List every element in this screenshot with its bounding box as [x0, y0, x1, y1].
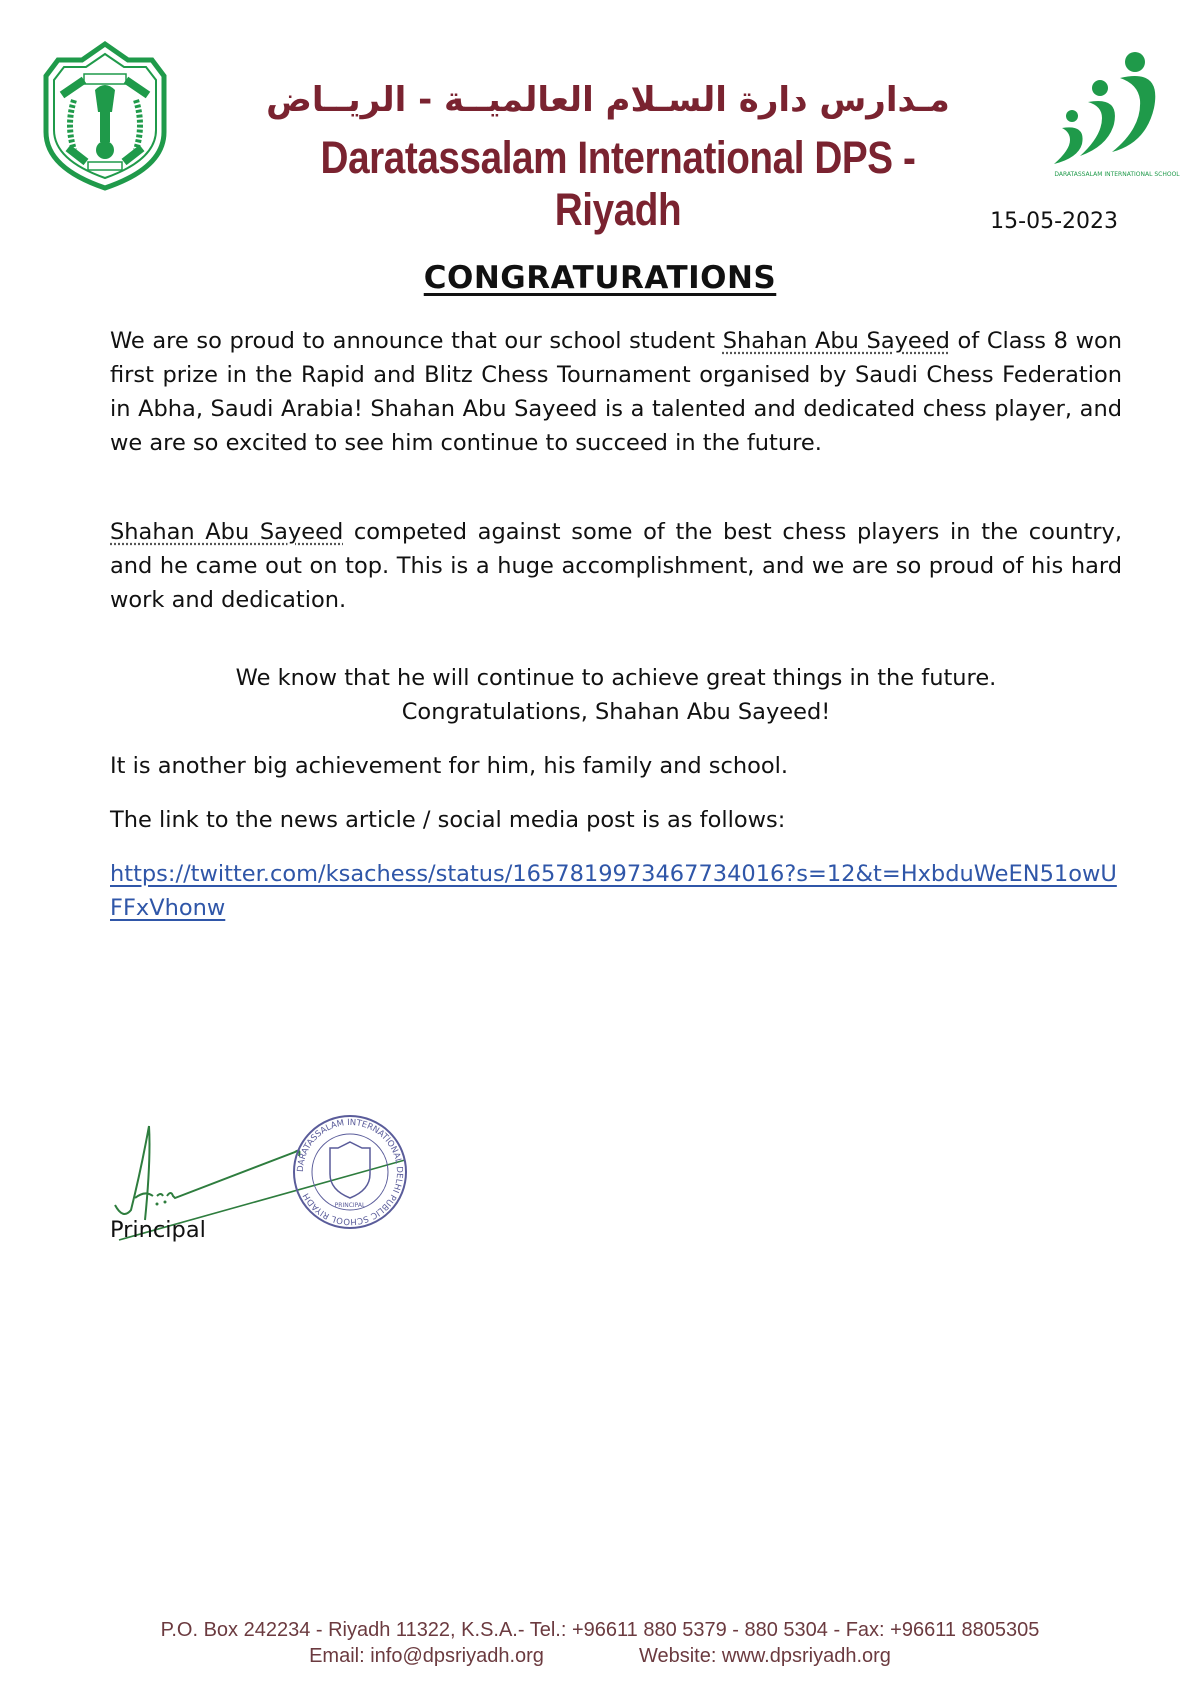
letterhead-footer: [0, 1617, 1200, 1669]
stamp-seal-icon: [290, 1112, 410, 1232]
figures-logo-icon: [1042, 48, 1192, 183]
stamp-outer-text: DARATASSALAM INTERNATIONAL DELHI PUBLIC SCHOOL RIYADH: [295, 1117, 405, 1227]
footer-contacts: [0, 1643, 1200, 1669]
paragraph-link-intro: The link to the news article / social media post is as follows:: [110, 807, 786, 833]
title-text: CONGRATURATIONS: [423, 260, 777, 296]
student-name: Shahan Abu Sayeed: [722, 328, 950, 354]
centered-congrats: [110, 661, 1122, 729]
school-shield-logo: [40, 40, 170, 192]
letter-title: [0, 260, 1200, 296]
centered-line-1: We know that he will continue to achieve great things in the future.: [235, 665, 997, 691]
footer-website: Website: www.dpsriyadh.org: [638, 1645, 891, 1667]
letter-date: 15-05-2023: [990, 209, 1118, 234]
principal-stamp: [290, 1112, 410, 1232]
daratassalam-logo: [1042, 48, 1192, 183]
p1-before-name: We are so proud to announce that our school student: [110, 328, 723, 354]
footer-email: Email: info@dpsriyadh.org: [309, 1645, 544, 1667]
paragraph-announcement: [110, 324, 1122, 460]
principal-label: Principal: [110, 1217, 206, 1243]
news-article-link[interactable]: https://twitter.com/ksachess/status/1657819973467734016?s=12&t=HxbduWeEN51owUFFxVhonw: [110, 861, 1117, 921]
shield-icon: [40, 40, 170, 192]
student-name: Shahan Abu Sayeed: [110, 519, 344, 545]
school-name-english: Daratassalam International DPS - Riyadh: [320, 132, 916, 235]
school-name-arabic: مـدارس دارة السـلام العالميــة - الريــاض: [266, 80, 950, 120]
p2-after-name: competed against some of the best chess players in the country, and he came out on top. This is a huge accomplishment, and we are so proud of his hard work and dedication.: [110, 519, 1122, 613]
footer-address: P.O. Box 242234 - Riyadh 11322, K.S.A.- Tel.: +96611 880 5379 - 880 5304 - Fax: +96611 8805305: [160, 1619, 1040, 1641]
logo-caption: DARATASSALAM INTERNATIONAL SCHOOL: [1054, 171, 1180, 178]
p1-after-name: of Class 8 won first prize in the Rapid and Blitz Chess Tournament organised by Saudi Chess Federation in Abha, Saudi Arabia! Shahan Abu Sayeed is a talented and dedicated chess player, and we are so excited to see him continue to succeed in the future.: [110, 328, 1122, 456]
centered-line-2: Congratulations, Shahan Abu Sayeed!: [401, 699, 831, 725]
stamp-inner-text: PRINCIPAL: [334, 1202, 366, 1209]
paragraph-competition: [110, 515, 1122, 617]
news-link-container: [110, 857, 1122, 925]
paragraph-achievement: It is another big achievement for him, his family and school.: [110, 753, 789, 779]
